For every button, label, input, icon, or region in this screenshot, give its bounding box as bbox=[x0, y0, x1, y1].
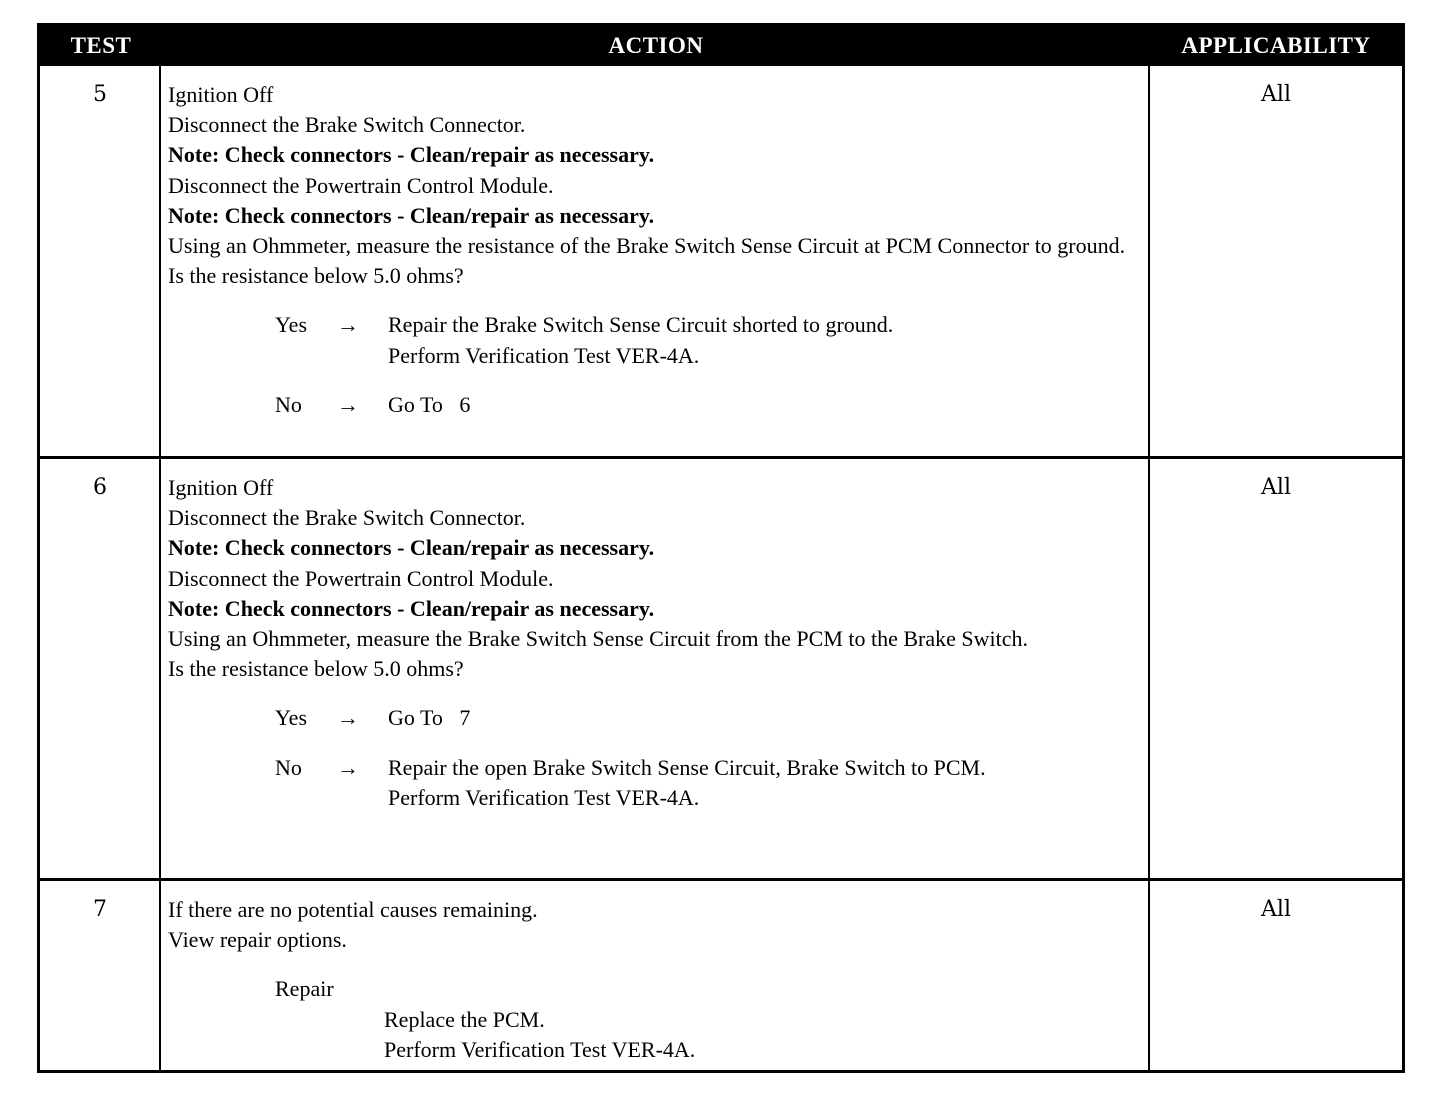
test-number: 6 bbox=[93, 475, 107, 500]
action-cell bbox=[168, 473, 1142, 813]
branch-label: No bbox=[275, 391, 302, 417]
branch-label: Yes bbox=[275, 312, 308, 338]
action-cell bbox=[168, 80, 1142, 420]
goto-link[interactable]: Go To 7 bbox=[388, 705, 471, 731]
action-line: Ignition Off bbox=[168, 82, 274, 107]
header-action: ACTION bbox=[608, 33, 704, 58]
branch-text: Repair the Brake Switch Sense Circuit shorted to ground. bbox=[388, 312, 894, 338]
arrow-icon: → bbox=[337, 754, 359, 780]
applicability-value: All bbox=[1261, 475, 1291, 500]
arrow-icon: → bbox=[337, 705, 359, 731]
arrow-icon: → bbox=[337, 312, 359, 338]
action-line: View repair options. bbox=[168, 927, 347, 953]
action-line: Disconnect the Brake Switch Connector. bbox=[168, 505, 526, 531]
action-question: Is the resistance below 5.0 ohms? bbox=[168, 656, 464, 682]
branch-text: Repair the open Brake Switch Sense Circuit, Brake Switch to PCM. bbox=[388, 754, 986, 780]
header-test: TEST bbox=[70, 33, 132, 58]
branch-label: No bbox=[275, 754, 302, 780]
applicability-value: All bbox=[1261, 897, 1291, 922]
repair-label: Repair bbox=[275, 976, 334, 1002]
diagnostic-table bbox=[37, 23, 1405, 1073]
yes-branch bbox=[168, 310, 1142, 370]
action-line: Disconnect the Brake Switch Connector. bbox=[168, 112, 526, 138]
no-branch bbox=[168, 390, 1142, 420]
branch-label: Yes bbox=[275, 705, 308, 731]
action-line: If there are no potential causes remaining. bbox=[168, 897, 538, 922]
table-row bbox=[40, 881, 1402, 1070]
action-note: Note: Check connectors - Clean/repair as necessary. bbox=[168, 595, 655, 621]
action-line: Using an Ohmmeter, measure the resistance of the Brake Switch Sense Circuit at PCM Connector to ground. bbox=[168, 233, 1126, 259]
header-applicability: APPLICABILITY bbox=[1181, 33, 1371, 58]
goto-link[interactable]: Go To 6 bbox=[388, 391, 471, 417]
branch-text: Perform Verification Test VER-4A. bbox=[388, 342, 700, 368]
action-line: Disconnect the Powertrain Control Module. bbox=[168, 565, 554, 591]
table-header bbox=[40, 26, 1402, 66]
test-number: 7 bbox=[93, 897, 107, 922]
action-line: Using an Ohmmeter, measure the Brake Switch Sense Circuit from the PCM to the Brake Switch. bbox=[168, 626, 1029, 652]
test-number: 5 bbox=[93, 82, 107, 107]
table-row bbox=[40, 66, 1402, 456]
branch-text: Perform Verification Test VER-4A. bbox=[388, 784, 700, 810]
applicability-value: All bbox=[1261, 82, 1291, 107]
action-line: Ignition Off bbox=[168, 475, 274, 500]
repair-text: Perform Verification Test VER-4A. bbox=[384, 1036, 696, 1062]
action-note: Note: Check connectors - Clean/repair as necessary. bbox=[168, 142, 655, 168]
action-cell bbox=[168, 895, 1142, 1065]
action-note: Note: Check connectors - Clean/repair as necessary. bbox=[168, 535, 655, 561]
yes-branch bbox=[168, 703, 1142, 733]
action-question: Is the resistance below 5.0 ohms? bbox=[168, 263, 464, 289]
action-note: Note: Check connectors - Clean/repair as necessary. bbox=[168, 202, 655, 228]
action-line: Disconnect the Powertrain Control Module. bbox=[168, 172, 554, 198]
arrow-icon: → bbox=[337, 391, 359, 417]
no-branch bbox=[168, 753, 1142, 813]
repair-text: Replace the PCM. bbox=[384, 1006, 545, 1032]
table-row bbox=[40, 459, 1402, 878]
